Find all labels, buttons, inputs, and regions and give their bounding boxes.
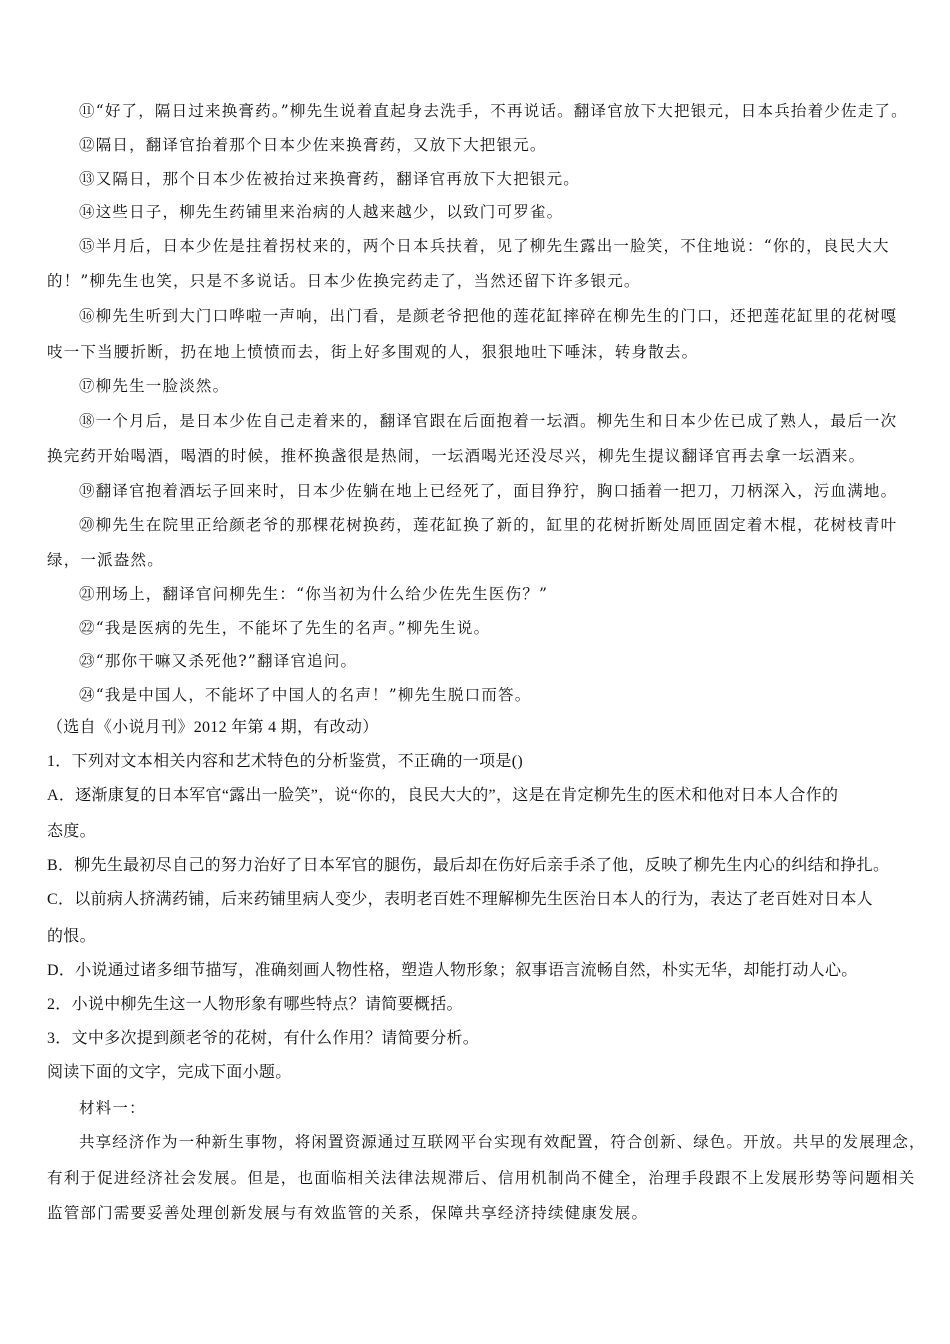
paragraph-20-line-1: ⑳柳先生在院里正给颜老爷的那棵花树换药，莲花缸换了新的，缸里的花树折断处周匝固定着木棍，花树枝青叶 bbox=[79, 516, 898, 534]
option-a-line-2: 态度。 bbox=[47, 823, 96, 840]
paragraph-18-line-1: ⑱一个月后，是日本少佐自己走着来的，翻译官跟在后面抱着一坛酒。柳先生和日本少佐已成了熟人，最后一次 bbox=[79, 412, 898, 430]
paragraph-19: ⑲翻译官抱着酒坛子回来时，日本少佐躺在地上已经死了，面目狰狞，胸口插着一把刀，刀柄深入，污血满地。 bbox=[79, 482, 898, 500]
material-line-1: 共享经济作为一种新生事物，将闲置资源通过互联网平台实现有效配置，符合创新、绿色。开放。共早的发展理念， bbox=[79, 1133, 926, 1151]
paragraph-11: ⑪“好了，隔日过来换膏药。”柳先生说着直起身去洗手，不再说话。翻译官放下大把银元，日本兵抬着少佐走了。 bbox=[79, 102, 908, 120]
paragraph-23: ㉓“那你干嘛又杀死他?”翻译官追问。 bbox=[79, 652, 358, 670]
material-line-3: 监管部门需要妥善处理创新发展与有效监管的关系，保障共享经济持续健康发展。 bbox=[47, 1204, 649, 1222]
question-1: 1．下列对文本相关内容和艺术特色的分析鉴赏，不正确的一项是() bbox=[47, 753, 523, 770]
question-3: 3．文中多次提到颜老爷的花树，有什么作用？请简要分析。 bbox=[47, 1030, 480, 1047]
option-d: D．小说通过诸多细节描写，准确刻画人物性格，塑造人物形象；叙事语言流畅自然，朴实无华，却能打动人心。 bbox=[47, 962, 858, 979]
option-b: B．柳先生最初尽自己的努力治好了日本军官的腿伤，最后却在伤好后亲手杀了他，反映了柳先生内心的纠结和挣扎。 bbox=[47, 857, 890, 874]
paragraph-16-line-2: 吱一下当腰折断，扔在地上愤愤而去，街上好多围观的人，狠狠地吐下唾沫，转身散去。 bbox=[47, 343, 699, 361]
paragraph-17: ⑰柳先生一脸淡然。 bbox=[79, 377, 230, 395]
paragraph-15-line-1: ⑮半月后，日本少佐是拄着拐杖来的，两个日本兵扶着，见了柳先生露出一脸笑，不住地说：“你的，良民大大 bbox=[79, 237, 890, 255]
paragraph-16-line-1: ⑯柳先生听到大门口哗啦一声响，出门看，是颜老爷把他的莲花缸摔碎在柳先生的门口，还把莲花缸里的花树嘎 bbox=[79, 307, 898, 325]
source-note: （选自《小说月刊》2012 年第 4 期，有改动） bbox=[47, 719, 379, 736]
paragraph-13: ⑬又隔日，那个日本少佐被抬过来换膏药，翻译官再放下大把银元。 bbox=[79, 170, 581, 188]
paragraph-21: ㉑刑场上，翻译官问柳先生：“你当初为什么给少佐先生医伤？” bbox=[79, 585, 549, 603]
paragraph-22: ㉒“我是医病的先生，不能坏了先生的名声。”柳先生说。 bbox=[79, 619, 491, 637]
option-c-line-2: 的恨。 bbox=[47, 928, 96, 945]
paragraph-15-line-2: 的！”柳先生也笑，只是不多说话。日本少佐换完药走了，当然还留下许多银元。 bbox=[47, 272, 641, 290]
paragraph-12: ⑫隔日，翻译官抬着那个日本少佐来换膏药，又放下大把银元。 bbox=[79, 136, 547, 154]
paragraph-14: ⑭这些日子，柳先生药铺里来治病的人越来越少，以致门可罗雀。 bbox=[79, 203, 564, 221]
paragraph-20-line-2: 绿，一派盎然。 bbox=[47, 551, 164, 569]
paragraph-24: ㉔“我是中国人，不能坏了中国人的名声！”柳先生脱口而答。 bbox=[79, 686, 532, 704]
material-title: 材料一： bbox=[79, 1099, 146, 1117]
section-intro: 阅读下面的文字，完成下面小题。 bbox=[47, 1064, 292, 1081]
material-line-2: 有利于促进经济社会发展。但是，也面临相关法律法规滞后、信用机制尚不健全，治理手段跟不上发展形势等问题相关 bbox=[47, 1169, 916, 1187]
paragraph-18-line-2: 换完药开始喝酒，喝酒的时候，推杯换盏很是热闹，一坛酒喝光还没尽兴，柳先生提议翻译官再去拿一坛酒来。 bbox=[47, 447, 866, 465]
option-a-line-1: A．逐渐康复的日本军官“露出一脸笑”，说“你的，良民大大的”，这是在肯定柳先生的医术和他对日本人合作的 bbox=[47, 787, 839, 804]
option-c-line-1: C．以前病人挤满药铺，后来药铺里病人变少，表明老百姓不理解柳先生医治日本人的行为，表达了老百姓对日本人 bbox=[47, 891, 873, 908]
question-2: 2．小说中柳先生这一人物形象有哪些特点？请简要概括。 bbox=[47, 996, 463, 1013]
